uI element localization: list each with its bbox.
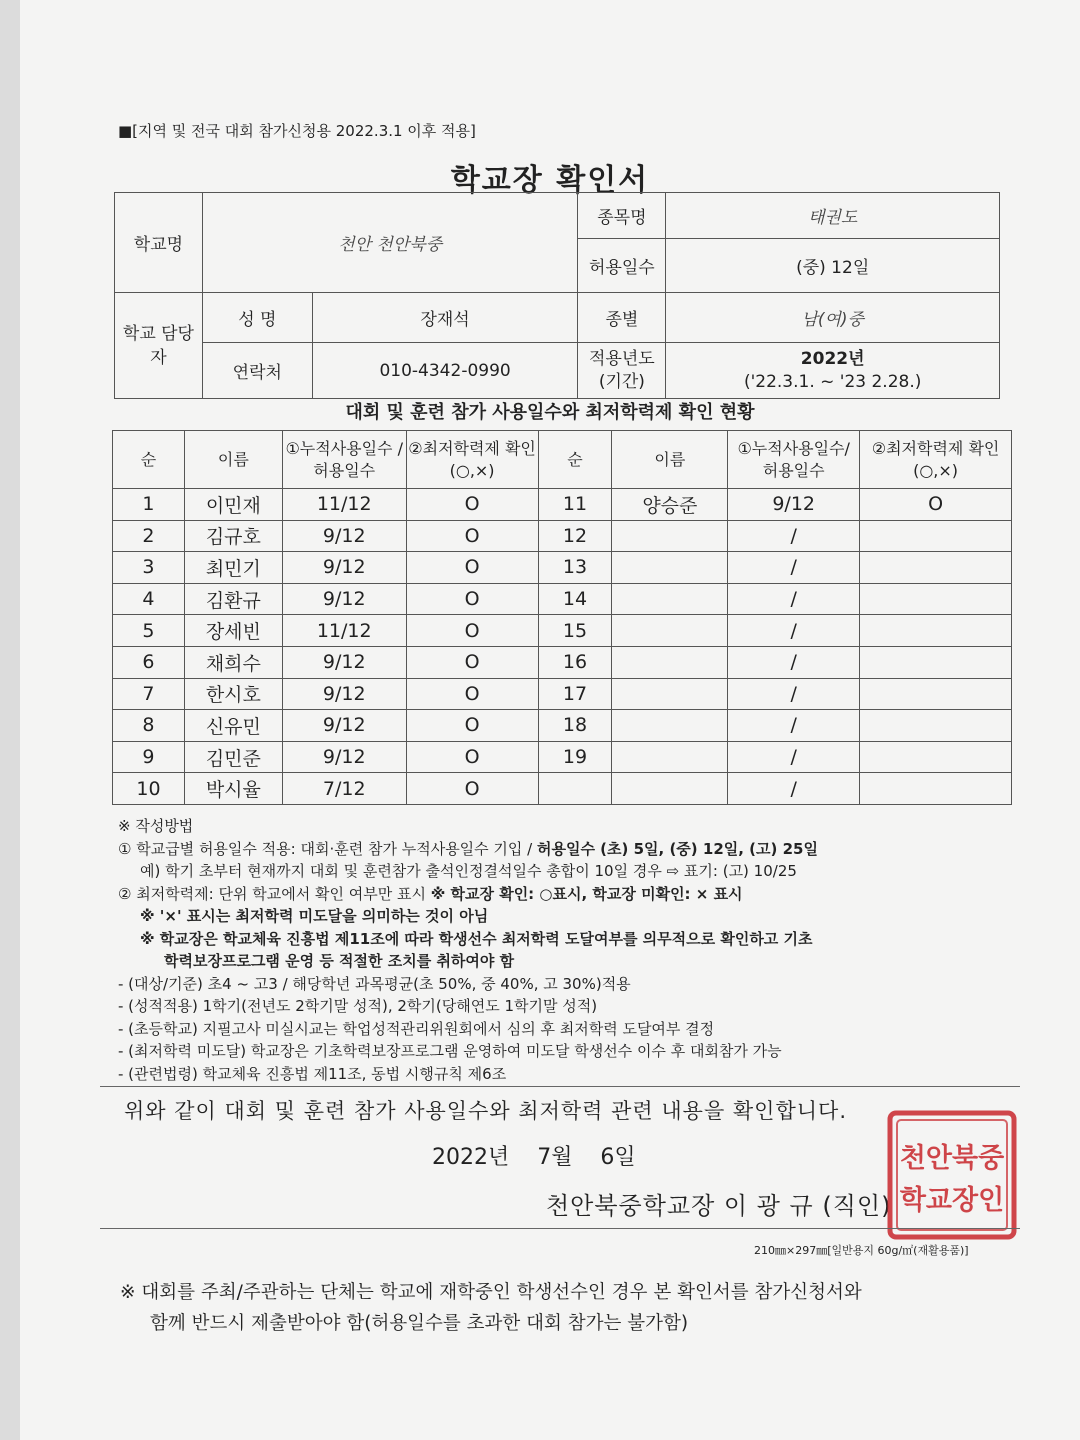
used-days-2: / bbox=[728, 520, 860, 552]
used-days: 9/12 bbox=[282, 741, 406, 773]
academic-check: O bbox=[406, 710, 538, 742]
row-number: 5 bbox=[113, 615, 185, 647]
student-name-2 bbox=[612, 710, 728, 742]
instruction-text: ① 학교급별 허용일수 적용: 대회·훈련 참가 누적사용일수 기입 / bbox=[118, 839, 537, 858]
used-days-2: / bbox=[728, 583, 860, 615]
student-name-2 bbox=[612, 741, 728, 773]
used-days-2: 9/12 bbox=[728, 489, 860, 521]
used-days-2: / bbox=[728, 678, 860, 710]
apply-year-label: 적용년도 (기간) bbox=[578, 343, 666, 399]
row-number-2: 18 bbox=[538, 710, 612, 742]
row-number: 2 bbox=[113, 520, 185, 552]
student-name-2 bbox=[612, 583, 728, 615]
col-check-header-2: ②최저학력제 확인(○,×) bbox=[860, 431, 1012, 489]
col-no-header: 순 bbox=[113, 431, 185, 489]
academic-check-2 bbox=[860, 773, 1012, 805]
instruction-line bbox=[118, 883, 818, 906]
student-name: 신유민 bbox=[184, 710, 282, 742]
academic-check-2 bbox=[860, 741, 1012, 773]
student-name: 한시호 bbox=[184, 678, 282, 710]
academic-check: O bbox=[406, 583, 538, 615]
col-name-header: 이름 bbox=[184, 431, 282, 489]
row-number-2: 15 bbox=[538, 615, 612, 647]
row-number: 3 bbox=[113, 552, 185, 584]
academic-check-2 bbox=[860, 678, 1012, 710]
used-days: 11/12 bbox=[282, 489, 406, 521]
roster-header-row bbox=[113, 431, 1012, 489]
row-number-2: 12 bbox=[538, 520, 612, 552]
row-number-2: 16 bbox=[538, 646, 612, 678]
instruction-line: - (성적적용) 1학기(전년도 2학기말 성적), 2학기(당해연도 1학기말 성적) bbox=[118, 997, 598, 1015]
issue-date: 2022년 7월 6일 bbox=[432, 1145, 636, 1170]
row-number: 6 bbox=[113, 646, 185, 678]
row-number: 1 bbox=[113, 489, 185, 521]
allowed-days-value: (중) 12일 bbox=[666, 239, 1000, 293]
roster-body bbox=[113, 489, 1012, 805]
row-number: 8 bbox=[113, 710, 185, 742]
col-days-header: ①누적사용일수 /허용일수 bbox=[282, 431, 406, 489]
academic-check-2 bbox=[860, 552, 1012, 584]
used-days: 9/12 bbox=[282, 710, 406, 742]
document-title: 학교장 확인서 bbox=[450, 163, 650, 198]
academic-check: O bbox=[406, 615, 538, 647]
academic-check-2: O bbox=[860, 489, 1012, 521]
table-row bbox=[113, 710, 1012, 742]
instruction-line: ※ 학교장은 학교체육 진흥법 제11조에 따라 학생선수 최저학력 도달여부를 의무적으로 확인하고 기초 bbox=[140, 929, 813, 948]
academic-check: O bbox=[406, 678, 538, 710]
student-name: 김민준 bbox=[184, 741, 282, 773]
student-name-2: 양승준 bbox=[612, 489, 728, 521]
used-days-2: / bbox=[728, 773, 860, 805]
table-row bbox=[113, 615, 1012, 647]
student-name-2 bbox=[612, 552, 728, 584]
used-days-2: / bbox=[728, 615, 860, 647]
used-days: 9/12 bbox=[282, 552, 406, 584]
student-name: 채희수 bbox=[184, 646, 282, 678]
instruction-line: - (관련법령) 학교체육 진흥법 제11조, 동법 시행규칙 제6조 bbox=[118, 1064, 507, 1083]
academic-check-2 bbox=[860, 583, 1012, 615]
col-days-header-2: ①누적사용일수/ 허용일수 bbox=[728, 431, 860, 489]
school-name-label: 학교명 bbox=[115, 193, 203, 293]
academic-check: O bbox=[406, 552, 538, 584]
row-number: 10 bbox=[113, 773, 185, 805]
table-row bbox=[113, 773, 1012, 805]
row-number-2: 14 bbox=[538, 583, 612, 615]
table-row bbox=[113, 489, 1012, 521]
row-number: 7 bbox=[113, 678, 185, 710]
confirmation-statement: 위와 같이 대회 및 훈련 참가 사용일수와 최저학력 관련 내용을 확인합니다. bbox=[124, 1099, 848, 1123]
student-name: 장세빈 bbox=[184, 615, 282, 647]
allowed-days-label: 허용일수 bbox=[578, 239, 666, 293]
school-name-value: 천안 천안북중 bbox=[202, 193, 578, 293]
col-no-header-2: 순 bbox=[538, 431, 612, 489]
notice-line: 함께 반드시 제출받아야 함(허용일수를 초과한 대회 참가는 불가함) bbox=[150, 1313, 689, 1334]
divider-line bbox=[100, 1086, 1020, 1087]
table-row bbox=[113, 741, 1012, 773]
contact-value: 010-4342-0990 bbox=[312, 343, 578, 399]
used-days: 11/12 bbox=[282, 615, 406, 647]
student-name: 최민기 bbox=[184, 552, 282, 584]
used-days-2: / bbox=[728, 552, 860, 584]
roster-title: 대회 및 훈련 참가 사용일수와 최저학력제 확인 현황 bbox=[345, 402, 755, 423]
instruction-line: ※ '×' 표시는 최저학력 미도달을 의미하는 것이 아님 bbox=[140, 907, 489, 925]
table-row bbox=[113, 552, 1012, 584]
academic-check-2 bbox=[860, 520, 1012, 552]
event-label: 종목명 bbox=[578, 193, 666, 239]
instructions-heading: ※ 작성방법 bbox=[118, 817, 194, 835]
used-days: 9/12 bbox=[282, 646, 406, 678]
contact-label: 연락처 bbox=[202, 343, 312, 399]
principal-signature-line: 천안북중학교장 이 광 규 (직인) bbox=[546, 1192, 892, 1220]
student-name-2 bbox=[612, 773, 728, 805]
row-number-2: 13 bbox=[538, 552, 612, 584]
instruction-emphasis: 허용일수 (초) 5일, (중) 12일, (고) 25일 bbox=[537, 839, 818, 858]
academic-check-2 bbox=[860, 615, 1012, 647]
document-page bbox=[20, 0, 1080, 1440]
student-name-2 bbox=[612, 646, 728, 678]
instruction-emphasis: ※ 학교장 확인: ○표시, 학교장 미확인: × 표시 bbox=[430, 884, 743, 903]
divider-line bbox=[100, 1228, 1020, 1229]
academic-check-2 bbox=[860, 646, 1012, 678]
row-number: 4 bbox=[113, 583, 185, 615]
form-usage-note: ■[지역 및 전국 대회 참가신청용 2022.3.1 이후 적용] bbox=[118, 122, 476, 140]
instruction-line: - (대상/기준) 초4 ~ 고3 / 해당학년 과목평균(초 50%, 중 40%, 고 30%)적용 bbox=[118, 974, 631, 993]
used-days-2: / bbox=[728, 710, 860, 742]
manager-label: 학교 담당자 bbox=[115, 293, 203, 399]
paper-specification: 210㎜×297㎜[일반용지 60g/㎡(재활용품)] bbox=[754, 1244, 969, 1257]
roster-table bbox=[112, 430, 1012, 805]
instruction-line: - (최저학력 미도달) 학교장은 기초학력보장프로그램 운영하여 미도달 학생선수 이수 후 대회참가 가능 bbox=[118, 1042, 782, 1060]
row-number-2: 17 bbox=[538, 678, 612, 710]
row-number-2: 11 bbox=[538, 489, 612, 521]
table-row bbox=[113, 646, 1012, 678]
apply-period-value: ('22.3.1. ~ '23 2.28.) bbox=[743, 371, 922, 392]
instructions bbox=[118, 815, 818, 1085]
used-days: 7/12 bbox=[282, 773, 406, 805]
academic-check: O bbox=[406, 646, 538, 678]
used-days-2: / bbox=[728, 646, 860, 678]
table-row bbox=[113, 678, 1012, 710]
academic-check: O bbox=[406, 741, 538, 773]
student-name-2 bbox=[612, 520, 728, 552]
apply-year-cell bbox=[666, 343, 1000, 399]
instruction-line: 예) 학기 초부터 현재까지 대회 및 훈련참가 출석인정결석일수 총합이 10일 경우 ⇨ 표기: (고) 10/25 bbox=[140, 862, 797, 880]
used-days: 9/12 bbox=[282, 583, 406, 615]
seal-text-bottom: 학교장인 bbox=[899, 1185, 1005, 1216]
academic-check: O bbox=[406, 520, 538, 552]
apply-year-value: 2022년 bbox=[800, 348, 865, 369]
academic-check: O bbox=[406, 773, 538, 805]
row-number: 9 bbox=[113, 741, 185, 773]
row-number-2 bbox=[538, 773, 612, 805]
col-name-header-2: 이름 bbox=[612, 431, 728, 489]
school-seal-stamp bbox=[882, 1105, 1022, 1245]
instruction-text: ② 최저학력제: 단위 학교에서 확인 여부만 표시 bbox=[118, 884, 431, 903]
instruction-line bbox=[118, 838, 818, 861]
academic-check: O bbox=[406, 489, 538, 521]
school-info-table bbox=[114, 192, 1000, 399]
student-name: 김환규 bbox=[184, 583, 282, 615]
col-check-header: ②최저학력제 확인(○,×) bbox=[406, 431, 538, 489]
instruction-line: - (초등학교) 지필고사 미실시교는 학업성적관리위원회에서 심의 후 최저학력 도달여부 결정 bbox=[118, 1019, 715, 1038]
used-days-2: / bbox=[728, 741, 860, 773]
academic-check-2 bbox=[860, 710, 1012, 742]
table-row bbox=[113, 520, 1012, 552]
student-name-2 bbox=[612, 678, 728, 710]
gender-value: 남(여)중 bbox=[666, 293, 1000, 343]
used-days: 9/12 bbox=[282, 678, 406, 710]
event-value: 태권도 bbox=[666, 193, 1000, 239]
table-row bbox=[113, 583, 1012, 615]
row-number-2: 19 bbox=[538, 741, 612, 773]
manager-name-value: 장재석 bbox=[312, 293, 578, 343]
manager-name-label: 성 명 bbox=[202, 293, 312, 343]
student-name: 이민재 bbox=[184, 489, 282, 521]
student-name: 박시율 bbox=[184, 773, 282, 805]
student-name: 김규호 bbox=[184, 520, 282, 552]
instruction-line: 학력보장프로그램 운영 등 적절한 조치를 취하여야 함 bbox=[164, 952, 515, 970]
used-days: 9/12 bbox=[282, 520, 406, 552]
seal-text-top: 천안북중 bbox=[899, 1143, 1005, 1174]
submission-notice bbox=[120, 1277, 862, 1339]
student-name-2 bbox=[612, 615, 728, 647]
gender-label: 종별 bbox=[578, 293, 666, 343]
notice-line: ※ 대회를 주최/주관하는 단체는 학교에 재학중인 학생선수인 경우 본 확인서를 참가신청서와 bbox=[120, 1282, 862, 1303]
